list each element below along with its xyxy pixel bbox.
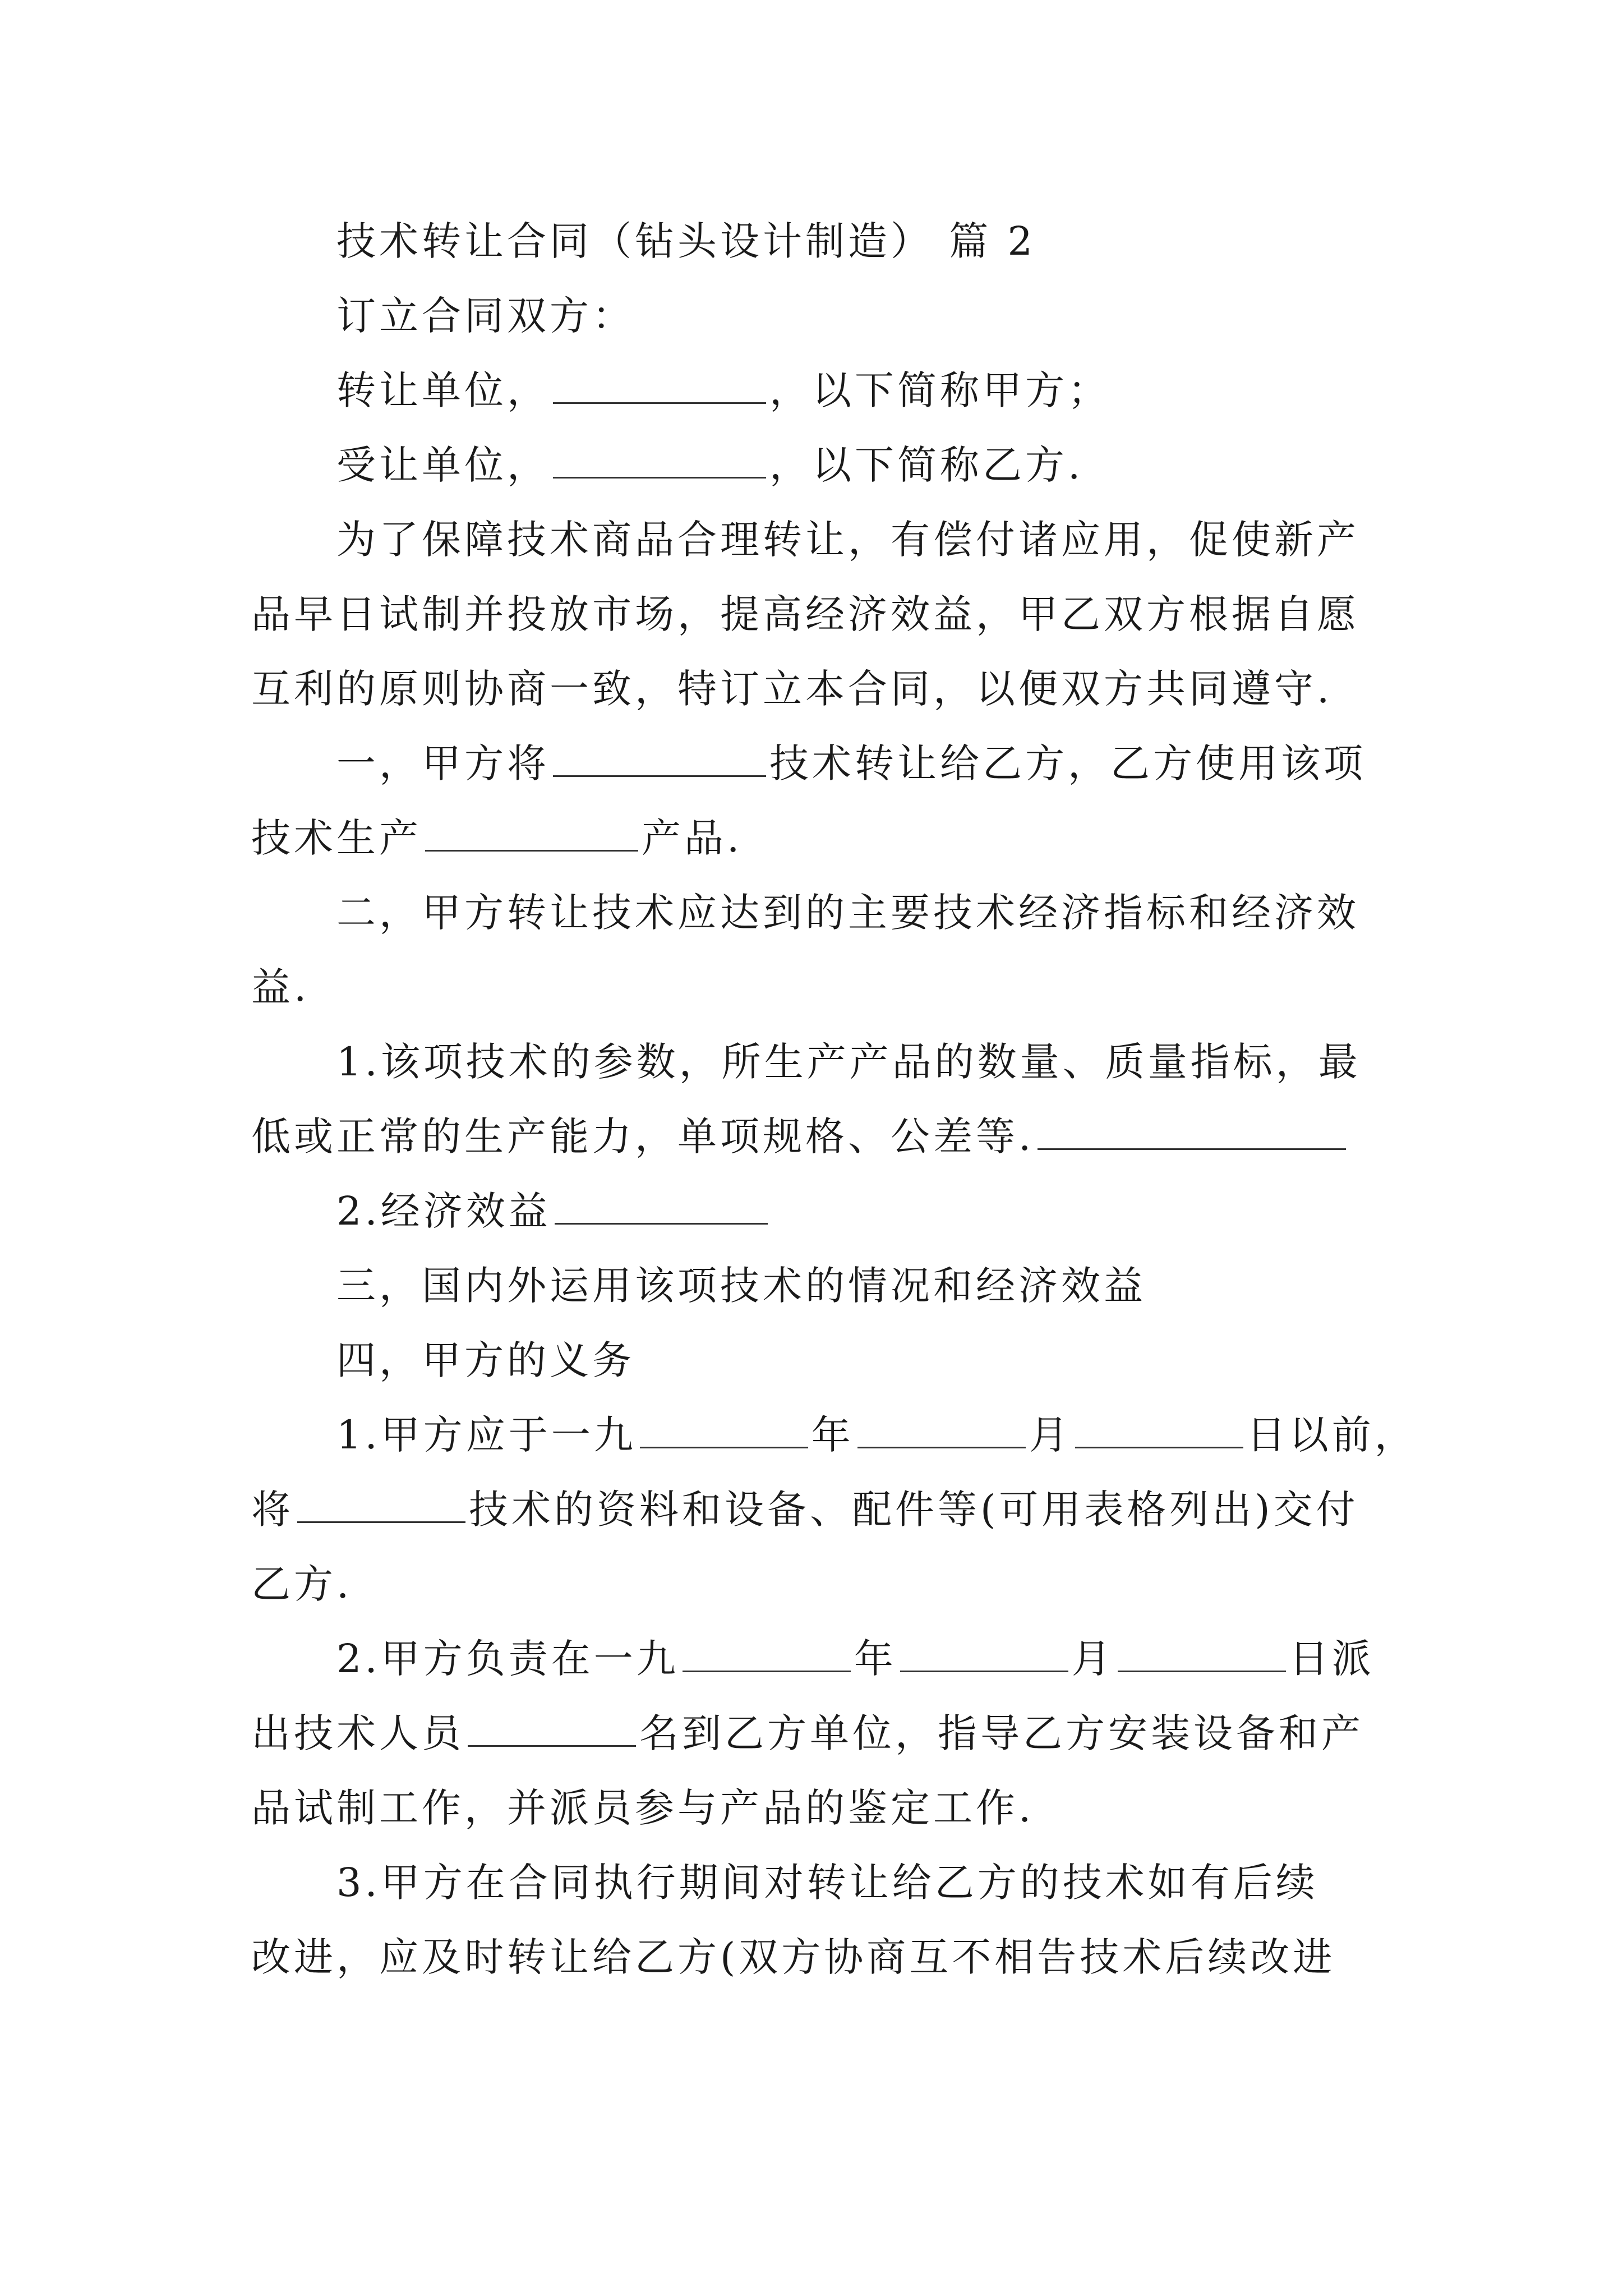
line-text: 1.甲方应于一九 xyxy=(336,1412,637,1458)
line-text: 一，甲方将 xyxy=(336,740,550,786)
fill-in-blank xyxy=(553,440,766,478)
paragraph-line xyxy=(0,1332,1623,1388)
line-text: 日派 xyxy=(1289,1636,1375,1682)
fill-in-blank xyxy=(1075,1410,1243,1448)
paragraph-line xyxy=(0,1780,1623,1836)
fill-in-blank xyxy=(1038,1111,1346,1150)
line-text: 订立合同双方： xyxy=(336,293,635,339)
fill-in-blank xyxy=(683,1634,851,1672)
fill-in-blank xyxy=(900,1634,1068,1672)
paragraph-line xyxy=(0,1556,1623,1612)
fill-in-blank xyxy=(555,1186,768,1225)
fill-in-blank xyxy=(640,1410,808,1448)
paragraph-line xyxy=(0,1183,1623,1239)
paragraph-line xyxy=(0,1929,1623,1985)
paragraph-line xyxy=(0,586,1623,642)
line-text: 品试制工作，并派员参与产品的鉴定工作. xyxy=(251,1785,1035,1831)
line-text: 转让单位， xyxy=(336,367,550,413)
paragraph-line xyxy=(0,362,1623,418)
line-text: 互利的原则协商一致，特订立本合同，以便双方共同遵守. xyxy=(251,666,1333,712)
fill-in-blank xyxy=(1118,1634,1286,1672)
line-text: 日以前， xyxy=(1246,1412,1417,1458)
paragraph-line xyxy=(0,1407,1623,1463)
line-text: 名到乙方单位，指导乙方安装设备和产 xyxy=(639,1710,1364,1756)
line-text: 为了保障技术商品合理转让，有偿付诸应用，促使新产 xyxy=(336,517,1359,563)
line-text: 将 xyxy=(251,1487,294,1533)
line-text: 3.甲方在合同执行期间对转让给乙方的技术如有后续 xyxy=(336,1860,1318,1906)
line-text: 改进，应及时转让给乙方(双方协商互不相告技术后续改进 xyxy=(251,1934,1336,1980)
fill-in-blank xyxy=(425,813,638,852)
line-text: 月 xyxy=(1029,1412,1072,1458)
paragraph-line xyxy=(0,1258,1623,1314)
document-title xyxy=(0,213,1623,269)
fill-in-blank xyxy=(297,1484,465,1523)
paragraph-line xyxy=(0,512,1623,568)
paragraph-line xyxy=(0,661,1623,717)
line-text: 产品. xyxy=(642,815,743,861)
line-text: 二，甲方转让技术应达到的主要技术经济指标和经济效 xyxy=(336,890,1359,936)
paragraph-line xyxy=(0,1705,1623,1761)
line-text: 年 xyxy=(811,1412,854,1458)
line-text: 年 xyxy=(854,1636,897,1682)
fill-in-blank xyxy=(553,365,766,404)
line-text: 技术的资料和设备、配件等(可用表格列出)交付 xyxy=(469,1487,1359,1533)
paragraph-line xyxy=(0,735,1623,792)
paragraph-line xyxy=(0,885,1623,941)
line-text: 2.经济效益 xyxy=(336,1188,551,1234)
line-text: 三，国内外运用该项技术的情况和经济效益 xyxy=(336,1263,1146,1309)
line-text: 益. xyxy=(251,964,310,1010)
line-text: 技术生产 xyxy=(251,815,422,861)
paragraph-line xyxy=(0,1108,1623,1165)
line-text: 乙方. xyxy=(251,1561,353,1607)
line-text: 出技术人员 xyxy=(251,1710,464,1756)
line-text: 品早日试制并投放市场，提高经济效益，甲乙双方根据自愿 xyxy=(251,591,1359,637)
line-text: ，以下简称乙方. xyxy=(769,442,1084,488)
fill-in-blank xyxy=(857,1410,1026,1448)
paragraph-line xyxy=(0,959,1623,1015)
paragraph-line xyxy=(0,810,1623,866)
fill-in-blank xyxy=(553,738,766,777)
line-text: 1.该项技术的参数，所生产产品的数量、质量指标，最 xyxy=(336,1039,1361,1085)
line-text: 技术转让给乙方，乙方使用该项 xyxy=(769,740,1366,786)
line-text: 月 xyxy=(1071,1636,1114,1682)
line-text: 四，甲方的义务 xyxy=(336,1337,635,1383)
paragraph-line xyxy=(0,1631,1623,1687)
line-text: 2.甲方负责在一九 xyxy=(336,1636,679,1682)
line-text: 低或正常的生产能力，单项规格、公差等. xyxy=(251,1114,1035,1159)
paragraph-line xyxy=(0,1855,1623,1911)
title-text: 技术转让合同（钻头设计制造） 篇 2 xyxy=(336,218,1036,264)
paragraph-line xyxy=(0,1034,1623,1090)
line-text: 受让单位， xyxy=(336,442,550,488)
fill-in-blank xyxy=(468,1708,636,1747)
paragraph-line xyxy=(0,437,1623,493)
paragraph-line xyxy=(0,288,1623,344)
line-text: ，以下简称甲方； xyxy=(769,367,1110,413)
paragraph-line xyxy=(0,1481,1623,1538)
